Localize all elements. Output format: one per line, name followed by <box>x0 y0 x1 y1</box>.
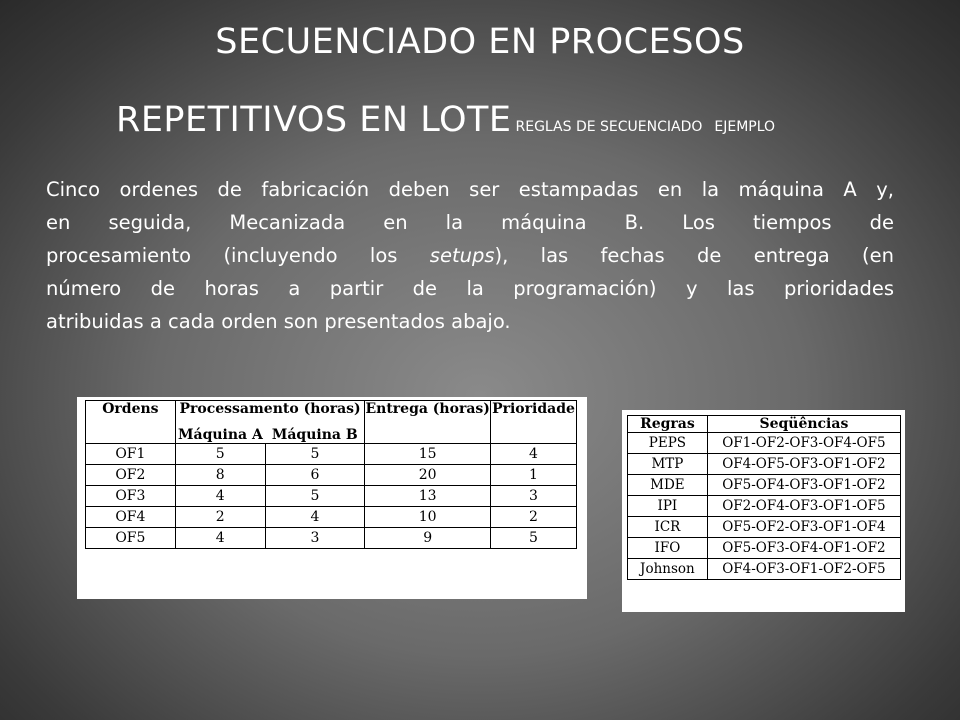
col-header-regras: Regras <box>628 416 708 433</box>
body-line: en seguida, Mecanizada en la máquina B. Los tiempos de <box>46 211 894 234</box>
col-header-maquina-b: Máquina B <box>265 423 365 444</box>
cell-maquina-b: 5 <box>265 486 365 507</box>
body-paragraph <box>46 173 894 338</box>
rules-table <box>627 415 901 580</box>
cell-regra: MDE <box>628 475 708 496</box>
cell-regra: IFO <box>628 538 708 559</box>
orders-table-panel <box>77 397 587 599</box>
slide-title-line1: SECUENCIADO EN PROCESOS <box>215 22 745 62</box>
table-row <box>86 444 577 465</box>
table-row <box>628 433 901 454</box>
table-row <box>628 538 901 559</box>
cell-regra: IPI <box>628 496 708 517</box>
cell-sequencia: OF5-OF3-OF4-OF1-OF2 <box>707 538 900 559</box>
cell-entrega: 9 <box>365 528 491 549</box>
body-text-fragment: ), las fechas de entrega (en <box>494 244 894 267</box>
cell-prioridade: 5 <box>490 528 576 549</box>
col-header-empty <box>86 423 176 444</box>
cell-regra: MTP <box>628 454 708 475</box>
cell-maquina-a: 5 <box>175 444 265 465</box>
col-header-sequencias: Seqüências <box>707 416 900 433</box>
cell-prioridade: 1 <box>490 465 576 486</box>
cell-maquina-a: 4 <box>175 528 265 549</box>
cell-entrega: 10 <box>365 507 491 528</box>
body-line: Cinco ordenes de fabricación deben ser estampadas en la máquina A y, <box>46 178 894 201</box>
cell-regra: PEPS <box>628 433 708 454</box>
cell-maquina-b: 6 <box>265 465 365 486</box>
col-header-ordens: Ordens <box>86 401 176 424</box>
table-row <box>86 507 577 528</box>
body-emphasis: setups <box>429 244 495 267</box>
body-line: número de horas a partir de la programación) y las prioridades <box>46 277 894 300</box>
table-row <box>86 486 577 507</box>
cell-sequencia: OF2-OF4-OF3-OF1-OF5 <box>707 496 900 517</box>
table-row <box>86 528 577 549</box>
body-line: atribuidas a cada orden son presentados abajo. <box>46 310 511 333</box>
table-row <box>86 465 577 486</box>
table-row <box>628 454 901 475</box>
title-main: REPETITIVOS EN LOTE <box>116 100 512 140</box>
table-row <box>628 475 901 496</box>
cell-maquina-b: 4 <box>265 507 365 528</box>
cell-maquina-a: 4 <box>175 486 265 507</box>
table-row <box>628 559 901 580</box>
title-subtitle-rules: REGLAS DE SECUENCIADO <box>515 119 703 135</box>
table-row <box>628 496 901 517</box>
cell-sequencia: OF5-OF4-OF3-OF1-OF2 <box>707 475 900 496</box>
cell-sequencia: OF4-OF5-OF3-OF1-OF2 <box>707 454 900 475</box>
cell-orden: OF2 <box>86 465 176 486</box>
table-row <box>628 517 901 538</box>
cell-sequencia: OF5-OF2-OF3-OF1-OF4 <box>707 517 900 538</box>
cell-orden: OF5 <box>86 528 176 549</box>
orders-table <box>85 400 577 549</box>
slide-title-line2 <box>116 100 775 140</box>
cell-prioridade: 3 <box>490 486 576 507</box>
cell-entrega: 13 <box>365 486 491 507</box>
col-header-processamento: Processamento (horas) <box>175 401 365 424</box>
cell-prioridade: 4 <box>490 444 576 465</box>
cell-maquina-b: 5 <box>265 444 365 465</box>
body-text-fragment: procesamiento (incluyendo los <box>46 244 430 267</box>
cell-orden: OF1 <box>86 444 176 465</box>
title-subtitle-example: EJEMPLO <box>714 119 776 135</box>
cell-entrega: 15 <box>365 444 491 465</box>
cell-prioridade: 2 <box>490 507 576 528</box>
cell-sequencia: OF4-OF3-OF1-OF2-OF5 <box>707 559 900 580</box>
col-header-maquina-a: Máquina A <box>175 423 265 444</box>
cell-maquina-a: 8 <box>175 465 265 486</box>
cell-maquina-a: 2 <box>175 507 265 528</box>
cell-regra: ICR <box>628 517 708 538</box>
cell-orden: OF4 <box>86 507 176 528</box>
cell-maquina-b: 3 <box>265 528 365 549</box>
col-header-prioridade: Prioridade <box>490 401 576 444</box>
body-line <box>46 239 894 272</box>
cell-regra: Johnson <box>628 559 708 580</box>
cell-entrega: 20 <box>365 465 491 486</box>
cell-orden: OF3 <box>86 486 176 507</box>
cell-sequencia: OF1-OF2-OF3-OF4-OF5 <box>707 433 900 454</box>
rules-table-panel <box>622 410 905 612</box>
col-header-entrega: Entrega (horas) <box>365 401 491 444</box>
